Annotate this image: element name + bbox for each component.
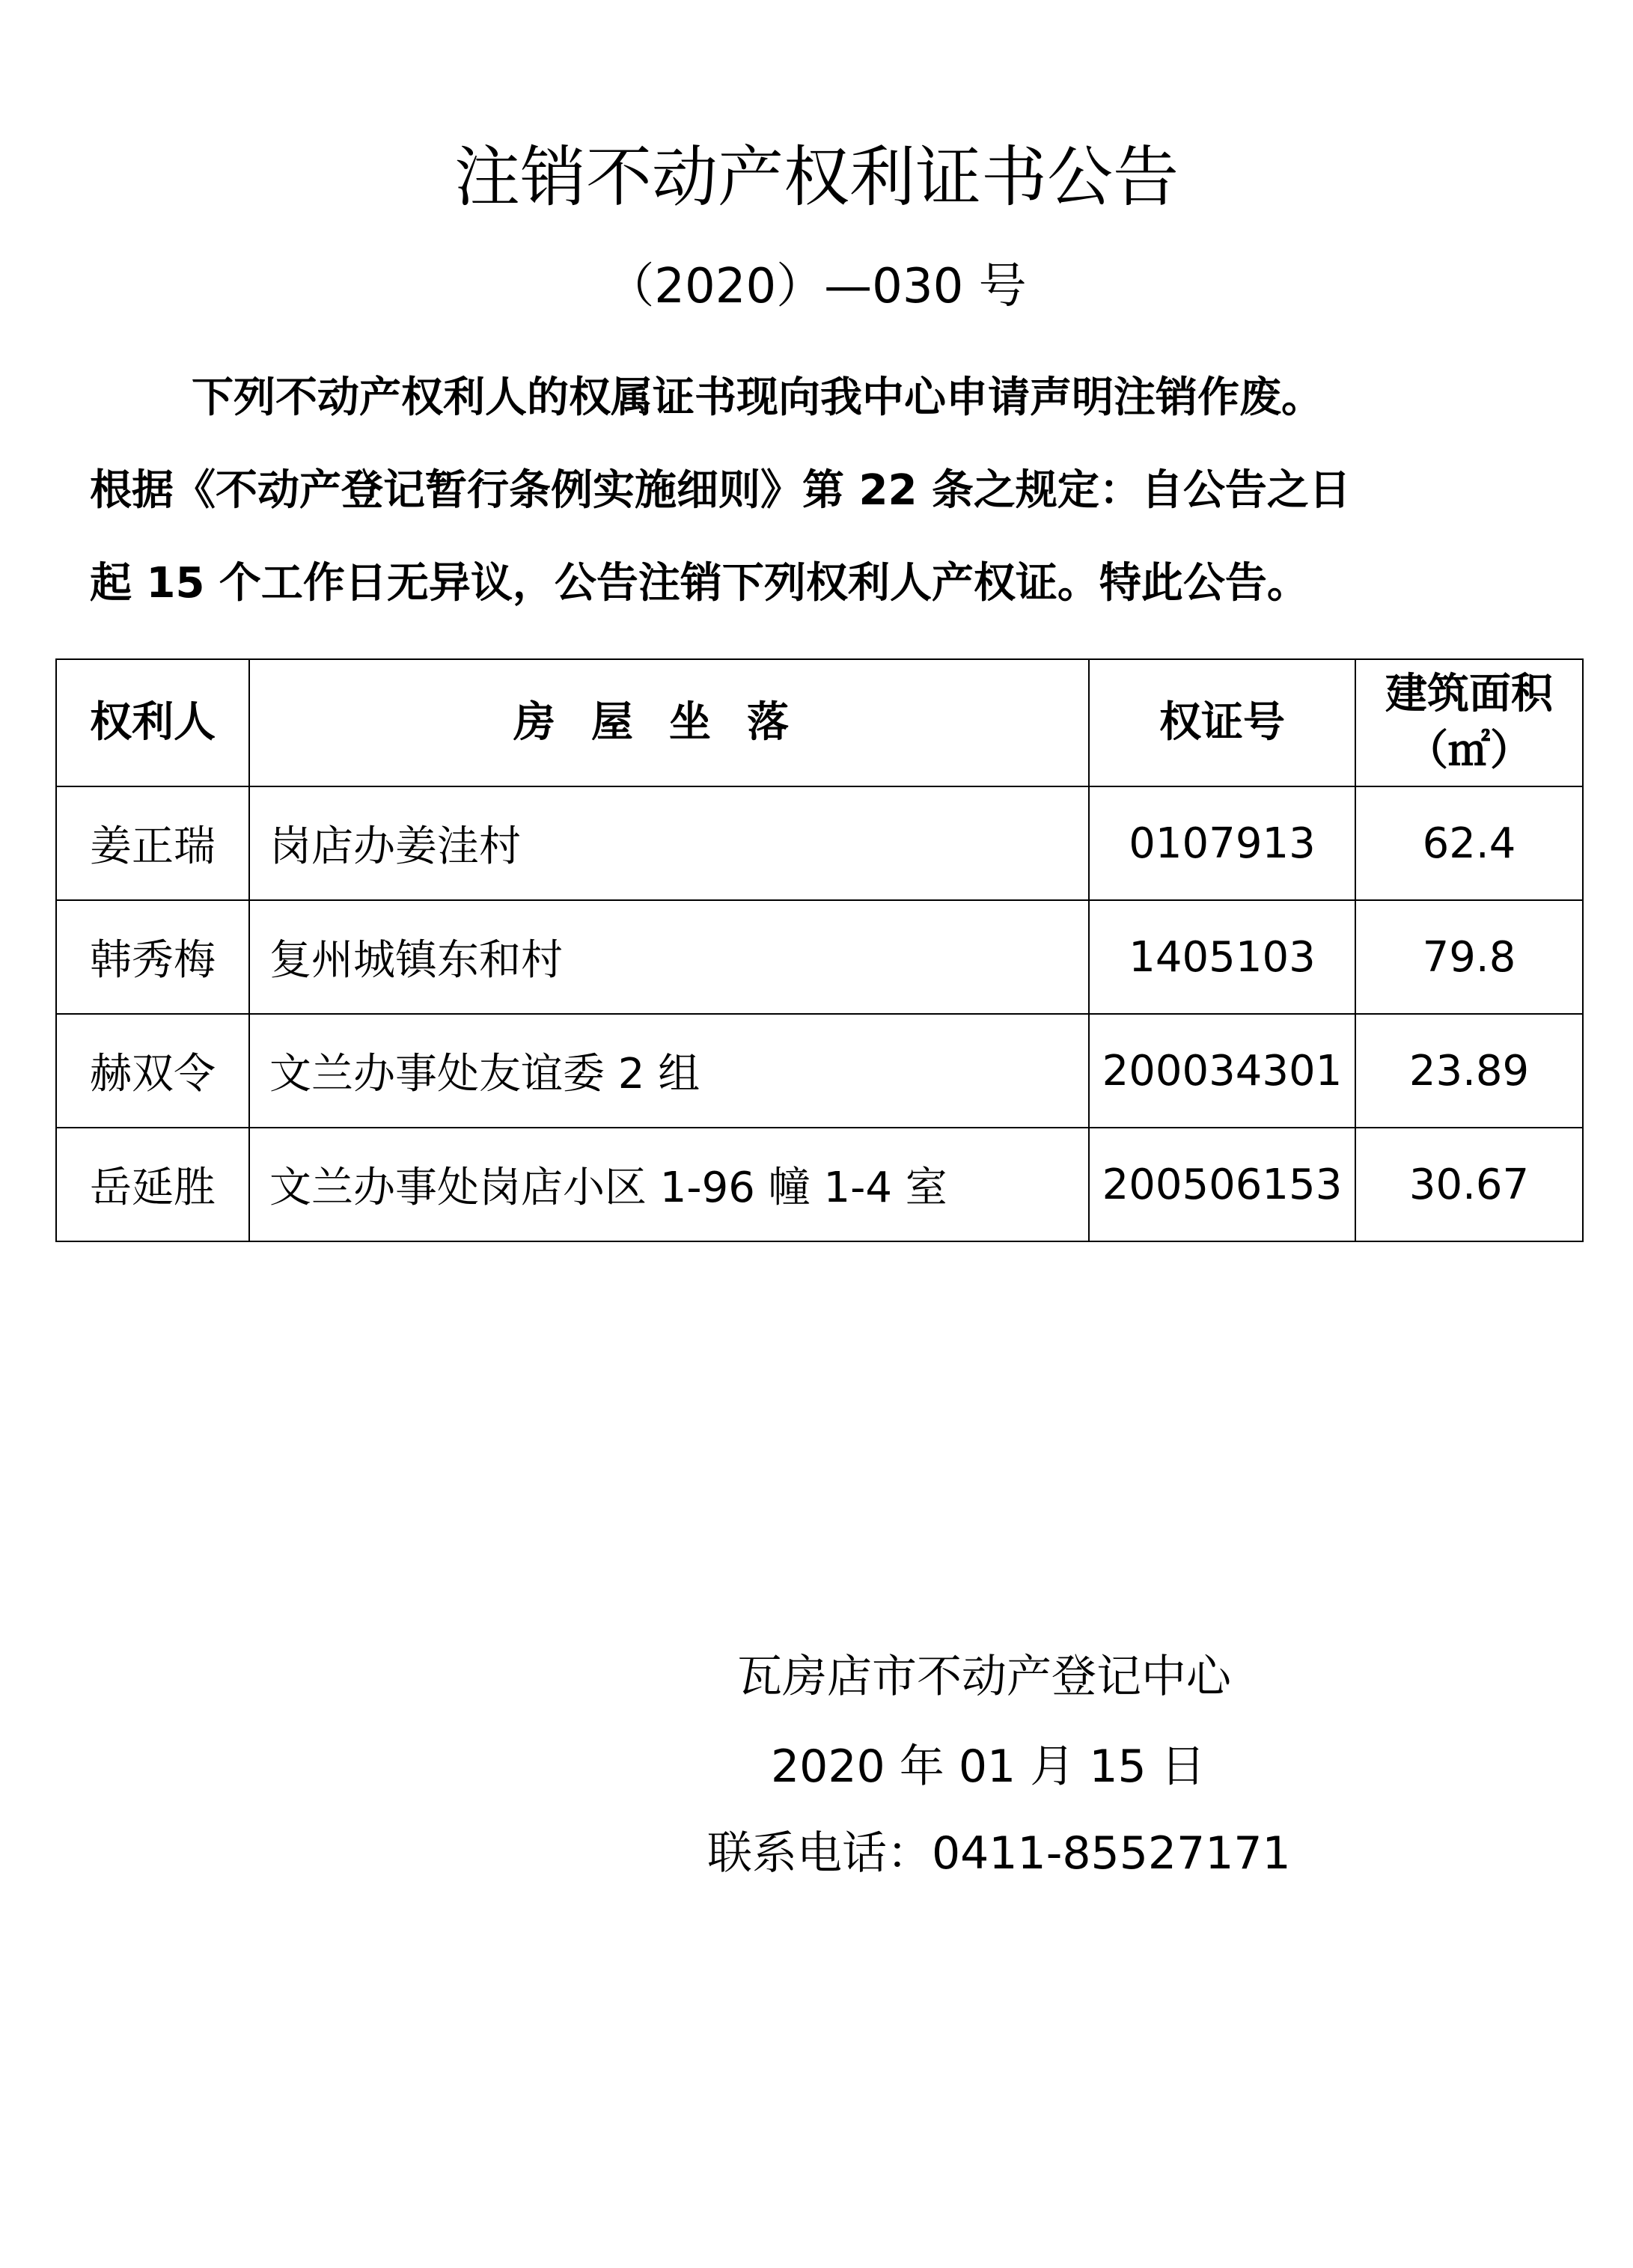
- header-area-unit: （㎡）: [1406, 727, 1532, 775]
- body-line-3: 起 15 个工作日无异议，公告注销下列权利人产权证。特此公告。: [90, 559, 1309, 608]
- table-row: [56, 1128, 1583, 1241]
- table-row: [56, 900, 1583, 1014]
- body-line-1: 下列不动产权利人的权属证书现向我中心申请声明注销作废。: [192, 373, 1323, 422]
- document-number: （2020）—030 号: [606, 259, 1027, 314]
- cell-area: 23.89: [1355, 1014, 1583, 1128]
- body-line-2: 根据《不动产登记暂行条例实施细则》第 22 条之规定：自公告之日: [90, 466, 1351, 515]
- table-row: [56, 786, 1583, 900]
- table-row: [56, 1014, 1583, 1128]
- cell-owner: 赫双令: [56, 1014, 249, 1128]
- cell-owner: 岳延胜: [56, 1128, 249, 1241]
- header-location-label: 房屋坐落: [513, 698, 825, 747]
- issuing-organization: 瓦房店市不动产登记中心: [737, 1651, 1231, 1703]
- issue-date: 2020 年 01 月 15 日: [771, 1740, 1206, 1793]
- cell-cert-no: 200034301: [1089, 1014, 1355, 1128]
- cell-location: 岗店办姜洼村: [249, 786, 1089, 900]
- header-cert-no: 权证号: [1089, 659, 1355, 786]
- cell-location: 文兰办事处岗店小区 1-96 幢 1-4 室: [249, 1128, 1089, 1241]
- cell-location: 复州城镇东和村: [249, 900, 1089, 1014]
- contact-phone: 联系电话：0411-85527171: [707, 1827, 1291, 1880]
- header-area: [1355, 659, 1583, 786]
- header-owner: 权利人: [56, 659, 249, 786]
- cell-owner: 姜正瑞: [56, 786, 249, 900]
- cell-cert-no: 1405103: [1089, 900, 1355, 1014]
- cell-area: 30.67: [1355, 1128, 1583, 1241]
- table-header-row: [56, 659, 1583, 786]
- cell-cert-no: 0107913: [1089, 786, 1355, 900]
- header-location: [249, 659, 1089, 786]
- cell-location: 文兰办事处友谊委 2 组: [249, 1014, 1089, 1128]
- header-area-label: 建筑面积: [1385, 670, 1553, 718]
- cell-owner: 韩秀梅: [56, 900, 249, 1014]
- cell-area: 79.8: [1355, 900, 1583, 1014]
- cell-area: 62.4: [1355, 786, 1583, 900]
- page-title: 注销不动产权利证书公告: [454, 138, 1179, 216]
- certificate-table: [55, 658, 1584, 1242]
- cell-cert-no: 200506153: [1089, 1128, 1355, 1241]
- notice-body: [90, 352, 1557, 630]
